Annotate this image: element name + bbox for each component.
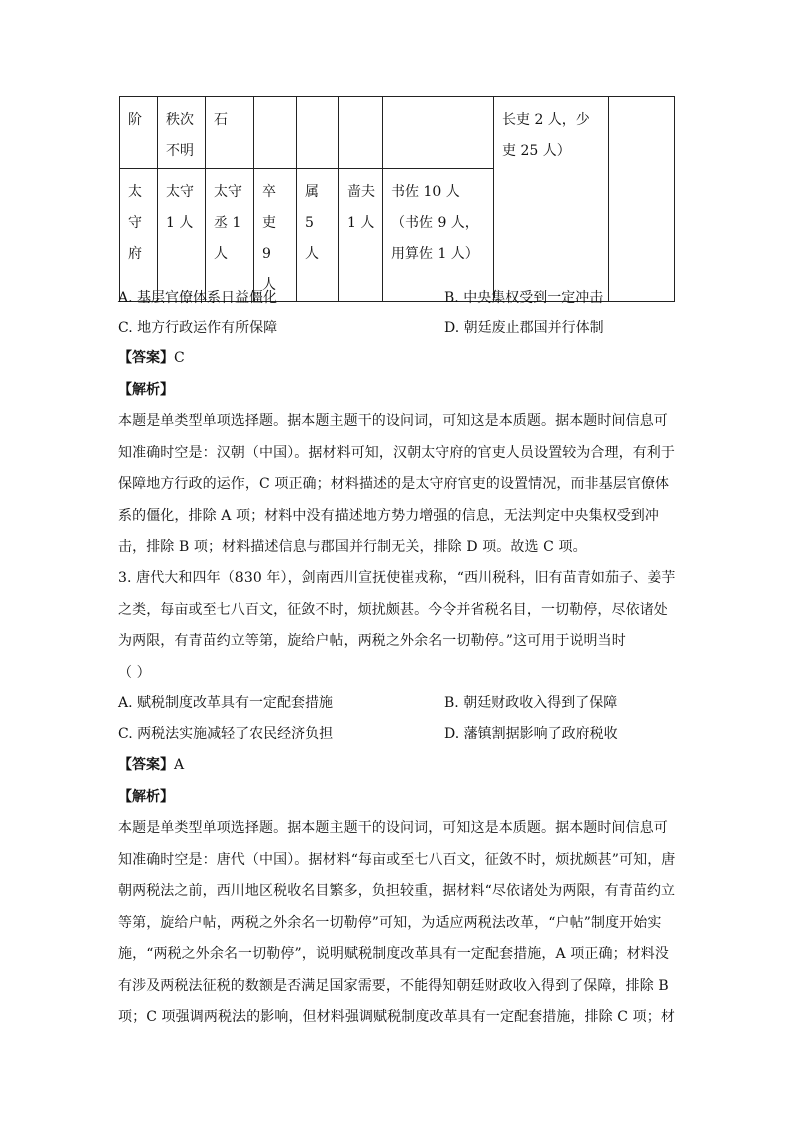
stem-line: 3. 唐代大和四年（830 年），剑南西川宣抚使崔戎称，“西川税科，旧有苗青如茄子、姜芋: [118, 570, 676, 586]
q2-analysis: [118, 406, 678, 564]
analysis-line: 知准确时空是：汉朝（中国）。据材料可知，汉朝太守府的官吏人员设置较为合理，有利于: [118, 444, 675, 461]
q3-option-a: A. 赋税制度改革具有一定配套措施: [118, 695, 334, 711]
table-cell: 阶: [120, 97, 158, 169]
q2-option-d: D. 朝廷废止郡国并行体制: [444, 320, 604, 336]
answer-label: 【答案】: [118, 757, 174, 773]
analysis-line: 有涉及两税法征税的数额是否满足国家需要，不能得知朝廷财政收入得到了保障，排除 B: [118, 977, 669, 994]
table-cell: 石: [206, 97, 254, 169]
q2-option-c: C. 地方行政运作有所保障: [118, 320, 278, 336]
table-row: [120, 97, 675, 169]
analysis-line: 项；C 项强调两税法的影响，但材料强调赋税制度改革具有一定配套措施，排除 C 项；材: [118, 1009, 675, 1025]
q3-analysis: [118, 813, 678, 1034]
table-cell: 卒吏 9 人: [254, 169, 297, 302]
analysis-line: 本题是单类型单项选择题。据本题主题干的设问词，可知这是本质题。据本题时间信息可: [118, 820, 668, 836]
table-cell: 秩次不明: [158, 97, 206, 169]
analysis-line: 本题是单类型单项选择题。据本题主题干的设问词，可知这是本质题。据本题时间信息可: [118, 413, 668, 429]
analysis-line: 击，排除 B 项；材料描述信息与郡国并行制无关，排除 D 项。故选 C 项。: [118, 539, 587, 555]
answer-value: C: [174, 350, 185, 366]
table-cell: [254, 97, 297, 169]
answer-value: A: [174, 757, 185, 773]
stem-line: （ ）: [118, 664, 151, 681]
stem-line: 为两限，有青苗约立等第，旋给户帖，两税之外余名一切勒停。”这可用于说明当时: [118, 633, 626, 649]
table-cell: [297, 97, 339, 169]
table-cell: 书佐 10 人（书佐 9 人，用算佐 1 人）: [383, 169, 494, 302]
q2-option-b: B. 中央集权受到一定冲击: [444, 290, 604, 306]
analysis-line: 知准确时空是：唐代（中国）。据材料“每亩或至七八百文，征敛不时，烦扰颇甚”可知，唐: [118, 851, 676, 868]
table-cell: 长吏 2 人，少吏 25 人）: [494, 97, 609, 302]
q3-option-c: C. 两税法实施减轻了农民经济负担: [118, 726, 334, 742]
table-cell: 太守府: [120, 169, 158, 302]
q3-option-d: D. 藩镇割据影响了政府税收: [444, 726, 618, 742]
q3-answer: [118, 755, 184, 775]
analysis-line: 系的僵化，排除 A 项；材料中没有描述地方势力增强的信息，无法判定中央集权受到冲: [118, 507, 660, 524]
answer-label: 【答案】: [118, 350, 174, 366]
analysis-line: 施，“两税之外余名一切勒停”，说明赋税制度改革具有一定配套措施，A 项正确；材料没: [118, 946, 669, 962]
q2-analysis-label: 【解析】: [118, 382, 174, 398]
table-cell: 啬夫 1 人: [339, 169, 383, 302]
analysis-line: 保障地方行政的运作，C 项正确；材料描述的是太守府官吏的设置情况，而非基层官僚体: [118, 476, 670, 492]
table-cell: [339, 97, 383, 169]
table-cell: 属 5 人: [297, 169, 339, 302]
q2-answer: [118, 348, 185, 368]
q3-stem: [118, 563, 678, 689]
table-cell: 太守丞 1 人: [206, 169, 254, 302]
table-cell: [383, 97, 494, 169]
q3-analysis-label: 【解析】: [118, 789, 174, 805]
table-cell: [609, 97, 675, 302]
q3-option-b: B. 朝廷财政收入得到了保障: [444, 695, 618, 711]
analysis-line: 等第，旋给户帖，两税之外余名一切勒停”可知，为适应两税法改革，“户帖”制度开始实: [118, 914, 662, 931]
analysis-line: 朝两税法之前，西川地区税收名目繁多，负担较重，据材料“尽依诸处为两限，有青苗约立: [118, 883, 676, 899]
stem-line: 之类，每亩或至七八百文，征敛不时，烦扰颇甚。今令并省税名目，一切勒停，尽依诸处: [118, 601, 668, 618]
officials-table: [119, 96, 675, 302]
table-cell: 太守 1 人: [158, 169, 206, 302]
q2-option-a: A. 基层官僚体系日益僵化: [118, 290, 278, 306]
